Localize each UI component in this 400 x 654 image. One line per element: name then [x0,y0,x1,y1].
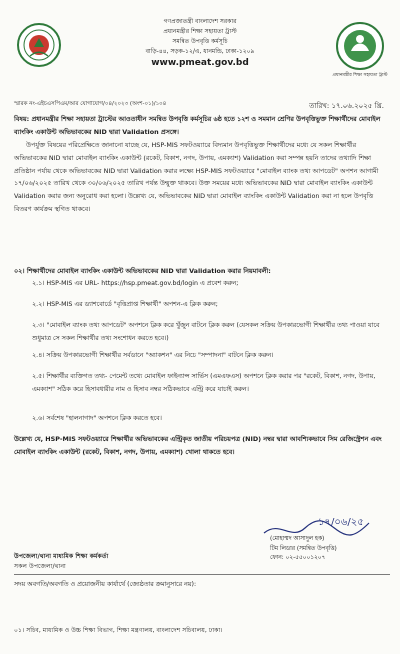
copy-item: ০১। সচিব, মাধ্যমিক ও উচ্চ শিক্ষা বিভাগ, শিক্ষা মন্ত্রণালয়, বাংলাদেশ সচিবালয়, ঢাকা। [14,627,223,634]
header-line-2: প্রধানমন্ত্রীর শিক্ষা সহায়তা ট্রাস্ট [163,28,237,35]
body-paragraph: উপর্যুক্ত বিষয়ের পরিপ্রেক্ষিতে জানানো যাচ্ছে যে, HSP-MIS সফটওয়্যারে বিদ্যমান উপবৃত্তিভুক্ত শিক্ষার্থীদের মধ্যে যে সকল শিক্ষার্থীর অভিভাবকের NID দ্বারা মোবাইল ব্যাংকিং একাউন্ট (রকেট, বিকাশ, নগদ, উপায়, এমক্যাশ) Validation করা সম্পন্ন হয়নি তাদের তথ্যাদি শিক্ষা প্রতিষ্ঠান পর্যায় থেকে অভিভাবকের NID দ্বারা Validation করার লক্ষ্যে HSP-MIS সফটওয়্যারে "মোবাইল ব্যাংক তথ্য আপডেট" অপশন আগামী ১৭/০৬/২০২৫ তারিখ থেকে ৩০/০৬/২০২৫ তারিখ পর্যন্ত উন্মুক্ত থাকবে। উক্ত সময়ের মধ্যে অভিভাবকের NID দ্বারা মোবাইল ব্যাংকিং একাউন্ট Validation করার জন্য অনুরোধ করা হলো। উল্লেখ্য যে, অভিভাবকের NID দ্বারা মোবাইল ব্যাংকিং একাউন্ট Validation করা না হলে উপবৃত্তি বিতরণ কার্যক্রম স্থগিত থাকবে। [14,141,379,213]
header-line-1: গণপ্রজাতন্ত্রী বাংলাদেশ সরকার [163,18,237,25]
procedure-step: ২.৬। সর্বশেষ "হালনাগাদ" অপশনে ক্লিক করতে হবে। [32,415,162,422]
procedure-step: ২.৪। সক্রিয় উপকারভোগী শিক্ষার্থীর সর্বডানে "অ্যাকশন" এর নিচে "সম্পাদনা" বাটনে ক্লিক করুন। [32,352,274,359]
issue-date: তারিখ: ১৭.০৬.২০২৫ খ্রি. [309,102,384,110]
procedure-step: ২.২। HSP-MIS এর ড্যাশবোর্ডে "বৃত্তিপ্রাপ্ত শিক্ষার্থী" অপশন-এ ক্লিক করুন; [32,301,218,308]
recipient-title: উপজেলা/থানা মাধ্যমিক শিক্ষা কর্মকর্তা [14,553,109,560]
trust-logo-icon [334,20,386,72]
procedure-step: ২.৫। শিক্ষার্থীর ব্যক্তিগত তথ্য- পেমেন্ট তথ্যে মোবাইল ফাইন্যান্স সার্ভিস (এমএফএস) অপশনে ক্লিক করার পর "রকেট, বিকাশ, নগদ, উপায়, এমক্যাশ" সঠিক করে হিসাবধারীর নাম ও হিসাব নম্বর সঠিকভাবে এন্ট্রি করে যাচাই করুন। [32,373,376,393]
website[interactable]: www.pmeat.gov.bd [151,58,249,68]
signatory-name: (মোহাম্মদ আসাদুল হক) [270,536,325,542]
procedure-step: ২.১। HSP-MIS এর URL- https://hsp.pmeat.gov.bd/login এ প্রবেশ করুন; [32,280,239,287]
recipient-subtitle: সকল উপজেলা/থানা [14,563,66,570]
letterhead [70,17,330,69]
trust-logo-caption: প্রধানমন্ত্রীর শিক্ষা সহায়তা ট্রাস্ট [332,73,388,78]
copy-heading: সদয় অবগতি/অবগতি ও প্রয়োজনীয় কার্যার্থে (জ্যেষ্ঠতার ক্রমানুসারে নয়): [14,574,390,590]
procedure-step: ২.৩। "মোবাইল ব্যাংক তথ্য আপডেট" অপশনে ক্লিক করে খুঁজুন বাটনে ক্লিক করুন (যেসকল সক্রিয় উপকারভোগী শিক্ষার্থীর তথ্য পাওয়া যাবে শুধুমাত্র সে সকল শিক্ষার্থীর তথ্য সংশোধন করতে হবে।) [32,322,380,342]
signature-date: ১৭/০৬/২৫ [318,517,364,528]
header-line-4: বাড়ি-৪৪, সড়ক-১২/এ, ধানমন্ডি, ঢাকা-১২০৯ [145,48,255,55]
header-line-3: সমন্বিত উপবৃত্তি কর্মসূচি [172,38,228,45]
signatory-title: টিম লিডার (সমন্বিত উপবৃত্তি) [270,545,337,552]
memo-number: স্মারক নং-এইচএসপিএম/আর যোগাযোগ/০৪/২০২৩ (অংশ-০১)/১০৪ [14,101,167,107]
signatory-phone: ফোন: ০২-৫৫০০১২০৭ [270,555,326,561]
important-note: উল্লেখ্য যে, HSP-MIS সফটওয়্যারে শিক্ষার্থীর অভিভাবকের এন্ট্রিকৃত জাতীয় পরিচয়পত্র (NID) নম্বর দ্বারা আবশ্যিকভাবে সিম রেজিস্ট্রেশন এবং মোবাইল ব্যাংকিং একাউন্ট (রকেট, বিকাশ, নগদ, উপায়, এমক্যাশ) খোলা থাকতে হবে। [14,435,382,456]
procedure-heading: ০২। শিক্ষার্থীদের মোবাইল ব্যাংকিং একাউন্ট অভিভাবকের NID দ্বারা Validation করার নিয়মাবলী: [14,267,271,275]
government-seal-icon [16,22,62,68]
recipient-block [14,552,108,572]
subject-line: বিষয়: প্রধানমন্ত্রীর শিক্ষা সহায়তা ট্রাস্টের আওতাধীন সমন্বিত উপবৃত্তি কর্মসূচির ৬ষ্ঠ হতে ১২শ ও সমমান শ্রেণির উপবৃত্তিভুক্ত শিক্ষার্থীদের মোবাইল ব্যাংকিং একাউন্ট অভিভাবকের NID দ্বারা Validation প্রসঙ্গে। [14,115,381,136]
signatory-block [270,535,390,564]
